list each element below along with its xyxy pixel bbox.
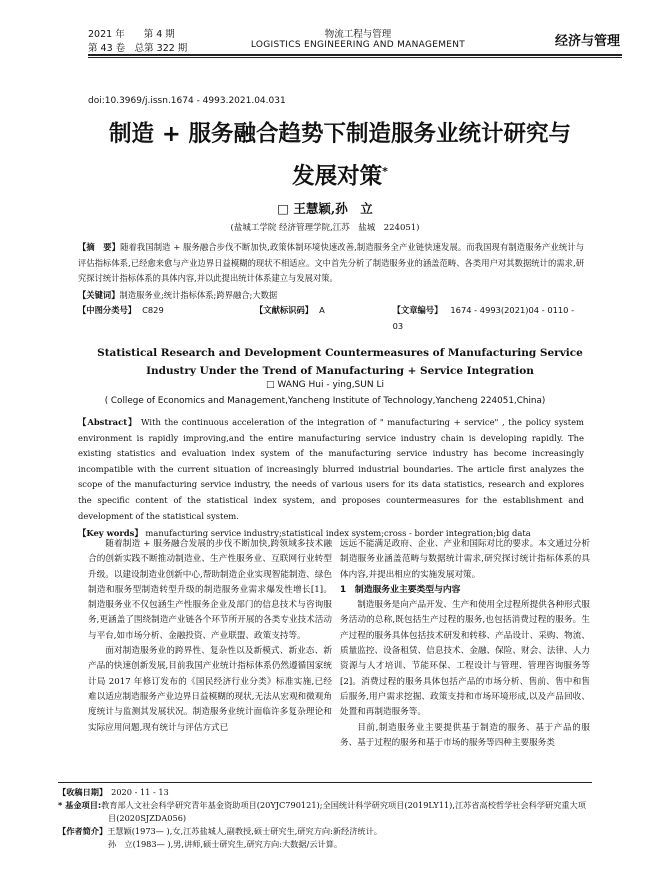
- title-line-1: 制造 + 服务融合趋势下制造服务业统计研究与: [108, 121, 572, 147]
- body-right-paragraph-3: 目前,制造服务业主要提供基于制造的服务、基于产品的服务、基于过程的服务和基于市场的服务等四种主要服务类: [340, 722, 590, 748]
- author-bio-1: 王慧颖(1973— ),女,江苏盐城人,副教授,硕士研究生,研究方向:新经济统计。: [107, 826, 382, 836]
- clc-label: 【中图分类号】: [78, 305, 137, 315]
- body-left-paragraph-2: 面对制造服务业的跨界性、复杂性以及新模式、新业态、新产品的快速创新发展,目前我国产业统计指标体系仍然遵循国家统计局 2017 年修订发布的《国民经济行业分类》标准实施,已经难以适应制造服务产业边界日益模糊的现状,无法从宏观和微观角度统计与监测其发展状况。制造服务业统计面临许多复杂理论和实际应用问题,现有统计与评估方式已: [88, 646, 332, 733]
- clc-value: C829: [142, 305, 164, 315]
- journal-name-en: LOGISTICS ENGINEERING AND MANAGEMENT: [250, 40, 466, 50]
- received-date: 2020 - 11 - 13: [111, 787, 169, 797]
- section-heading-1: 1 制造服务业主要类型与内容: [340, 584, 461, 595]
- title-footnote-mark: *: [382, 165, 388, 178]
- affiliation: (盐城工学院 经济管理学院,江苏 盐城 224051): [230, 223, 420, 233]
- title-en-line-1: Statistical Research and Development Countermeasures of Manufacturing Service: [97, 347, 583, 359]
- footnote-rule: [58, 782, 592, 783]
- author-bio-2: 孙 立(1983— ),男,讲师,硕士研究生,研究方向:大数据/云计算。: [108, 839, 343, 849]
- title-en-line-2: Industry Under the Trend of Manufacturing + Service Integration: [146, 365, 534, 377]
- abstract-en-label: 【Abstract】: [78, 417, 138, 427]
- article-number-value: 1674 - 4993(2021)04 - 0110 - 03: [392, 305, 575, 331]
- fund-text: 教育部人文社会科学研究青年基金资助项目(20YJC790121);全国统计科学研究项目(2019LY11),江苏省高校哲学社会科学研究重大项目(2020SJZDA056): [101, 800, 586, 823]
- abstract-en-text: With the continuous acceleration of the integration of " manufacturing + service" , the policy system environment is rapidly improving,and the entire manufacturing service industry chain is developing rapidly. The existing statistics and evaluation index system of the manufacturing service industry has become increasingly incompatible with the current situation of increasingly blurred industrial boundaries. The article first analyzes the scope of the manufacturing service industry, the needs of various users for its data statistics, research and explores the specific content of the statistical index system, and proposes countermeasures for the establishment and development of the statistical system.: [78, 417, 584, 521]
- section-label: 经济与管理: [554, 34, 620, 49]
- journal-name-cn: 物流工程与管理: [324, 29, 392, 40]
- fund-label: * 基金项目:: [58, 800, 102, 810]
- header-rule-thin: [88, 57, 622, 58]
- abstract-cn-text: 随着我国制造 + 服务融合步伐不断加快,政策体制环境快速改善,制造服务全产业链快速发展。而我国现有制造服务产业统计与评估指标体系,已经愈来愈与产业边界日益模糊的现状不相适应。文中首先分析了制造服务业的涵盖范畴、各类用户对其数据统计的需求,研究探讨统计指标体系的具体内容,并以此提出统计体系建立与发展对策。: [78, 242, 584, 283]
- title-line-2-text: 发展对策: [292, 163, 383, 190]
- doi: doi:10.3969/j.issn.1674 - 4993.2021.04.031: [88, 96, 286, 106]
- footnotes: [58, 786, 592, 851]
- abstract-cn-label: 【摘 要】: [78, 242, 121, 252]
- abstract-en: [78, 415, 584, 542]
- received-label: 【收稿日期】: [58, 787, 108, 797]
- keywords-cn-label: 【关键词】: [78, 289, 120, 300]
- doc-code-value: A: [319, 305, 325, 315]
- body-left-paragraph-1: 随着制造 + 服务融合发展的步伐不断加快,跨领域多技术融合的创新实践不断推动制造业、生产性服务业、互联网行业转型升级。以建设制造业创新中心,帮助制造企业实现智能制造、绿色制造和服务型制造转型升级的制造服务业需求爆发性增长[1]。制造服务业不仅包涵生产性服务企业及部门的信息技术与咨询服务,更涵盖了围绕制造产业链各个环节所开展的各类专业技术活动与平台,如市场分析、金融投资、产业联盟、政策支持等。: [88, 539, 332, 641]
- page-title: [60, 118, 620, 193]
- affiliation-en: ( College of Economics and Management,Yancheng Institute of Technology,Yancheng 224051,China): [104, 396, 546, 406]
- doc-code-label: 【文献标识码】: [254, 305, 314, 315]
- title-en: [60, 344, 620, 380]
- keywords-en-label: 【Key words】: [78, 528, 143, 539]
- issue-volume: 第 43 卷 总第 322 期: [88, 43, 188, 54]
- keywords-cn-text: 制造服务业;统计指标体系;跨界融合;大数据: [119, 289, 278, 300]
- article-number-label: 【文章编号】: [392, 305, 443, 315]
- issue-year: 2021 年 第 4 期: [88, 29, 175, 40]
- header-rule: [88, 54, 622, 56]
- title-line-2: [60, 156, 620, 193]
- body-left-column: [88, 537, 332, 736]
- classification-row: [78, 303, 584, 334]
- authors: □ 王慧颖,孙 立: [277, 201, 373, 216]
- body-right-paragraph-1: 远远不能满足政府、企业、产业和国际对比的要求。本文通过分析制造服务业涵盖范畴与数据统计需求,研究探讨统计指标体系的具体内容,并提出相应的实施发展对策。: [340, 539, 590, 580]
- body-right-column: [340, 537, 590, 751]
- body-right-paragraph-2: 制造服务是向产品开发、生产和使用全过程所提供各种形式服务活动的总称,既包括生产过程的服务,也包括消费过程的服务。生产过程的服务具体包括技术研发和转移、产品设计、采购、物流、质量监控、设备租赁、信息技术、金融、保险、财会、法律、人力资源与人才培训、节能环保、工程设计与管理、管理咨询服务等[2]。消费过程的服务具体包括产品的市场分析、售前、售中和售后服务,用户需求挖掘、政策支持和市场环境形成,以及产品回收、处置和再制造服务等。: [340, 600, 590, 718]
- abstract-cn: [78, 240, 584, 334]
- author-bio-label: 【作者简介】: [58, 826, 108, 836]
- authors-en: □ WANG Hui - ying,SUN Li: [266, 380, 384, 390]
- keywords-en-text: manufacturing service industry;statistical index system;cross - border integration;big data: [145, 528, 531, 539]
